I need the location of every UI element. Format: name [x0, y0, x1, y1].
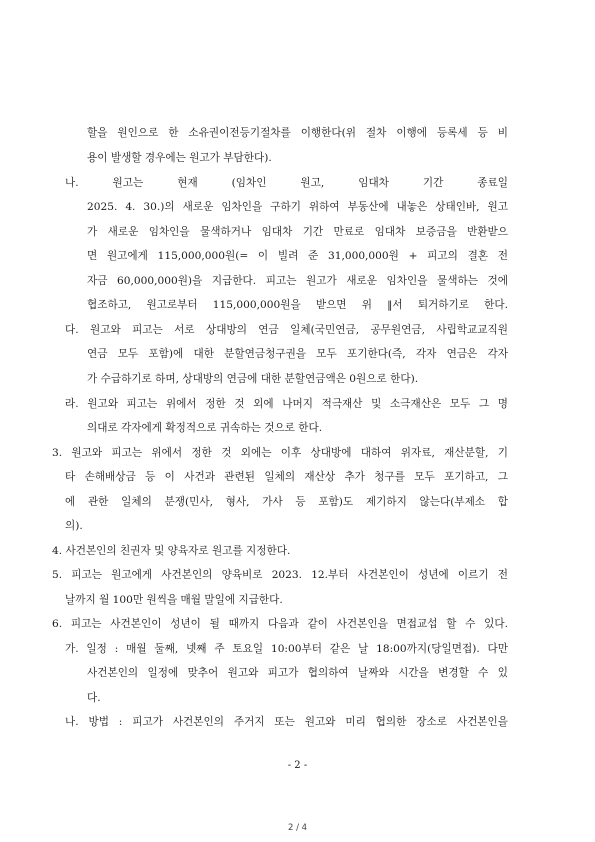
text-line: 연금 모두 포함)에 대한 분할연금청구권을 모두 포기한다(즉, 각자 연금은 각자: [87, 348, 508, 360]
text-line: 에 관한 일체의 분쟁(민사, 형사, 가사 등 포함)도 제기하지 않는다(부제소 합: [65, 496, 508, 508]
text-line: 의대로 각자에게 확정적으로 귀속하는 것으로 한다.: [87, 422, 323, 434]
text-line: 가 새로운 임차인을 물색하거나 임대차 기간 만료로 임대차 보증금을 반환받으: [87, 226, 508, 238]
text-line: 나. 원고는 현재 (임차인 원고, 임대차 기간 종료일: [65, 177, 508, 189]
text-line: 할을 원인으로 한 소유권이전등기절차를 이행한다(위 절차 이행에 등록세 등 비: [87, 127, 508, 139]
page-footer: 2 / 4: [287, 823, 308, 833]
text-line: 사건본인의 일정에 맞추어 원고와 피고가 협의하여 날짜와 시간을 변경할 수 있: [87, 667, 508, 679]
text-line: 용이 발생할 경우에는 원고가 부담한다).: [87, 152, 272, 164]
text-line: 4. 사건본인의 친권자 및 양육자로 원고를 지정한다.: [52, 545, 291, 557]
text-line: 면 원고에게 115,000,000원(= 이 빌려 준 31,000,000원 + 피고의 결혼 전: [87, 250, 508, 262]
text-line: 2025. 4. 30.)의 새로운 임차인을 구하기 위하여 부동산에 내놓은 상태인바, 원고: [87, 201, 508, 213]
text-line: 가. 일정 : 매월 둘째, 넷째 주 토요일 10:00부터 같은 날 18:00까지(당일면접). 다만: [65, 643, 508, 655]
text-line: 협조하고, 원고로부터 115,000,000원을 받으면 위 ‖서 퇴거하기로 한다.: [87, 299, 508, 311]
text-line: 다. 원고와 피고는 서로 상대방의 연금 일체(국민연금, 공무원연금, 사립학교교직원: [65, 324, 508, 336]
text-line: 타 손해배상금 등 이 사건과 관련된 일체의 재산상 추가 청구를 모두 포기하고, 그: [65, 471, 508, 483]
page-number: - 2 -: [287, 760, 308, 771]
text-line: 날까지 월 100만 원씩을 매월 말일에 지급한다.: [65, 594, 283, 606]
text-line: 나. 방법 : 피고가 사건본인의 주거지 또는 원고와 미리 협의한 장소로 사건본인을: [65, 716, 508, 728]
text-line: 자금 60,000,000원)을 지급한다. 피고는 원고가 새로운 임차인을 물색하는 것에: [87, 275, 508, 287]
text-line: 5. 피고는 원고에게 사건본인의 양육비로 2023. 12.부터 사건본인이 성년에 이르기 전: [52, 569, 508, 581]
text-line: 가 수급하기로 하며, 상대방의 연금에 대한 분할연금액은 0원으로 한다).: [87, 373, 419, 385]
text-line: 라. 원고와 피고는 위에서 정한 것 외에 나머지 적극재산 및 소극재산은 모두 그 명: [65, 398, 508, 410]
text-line: 3. 원고와 피고는 위에서 정한 것 외에는 이후 상대방에 대하여 위자료, 재산분할, 기: [52, 447, 508, 459]
text-line: 의).: [65, 520, 83, 532]
text-line: 다.: [87, 692, 101, 704]
text-line: 6. 피고는 사건본인이 성년이 될 때까지 다음과 같이 사건본인을 면접교섭 할 수 있다.: [52, 618, 508, 630]
